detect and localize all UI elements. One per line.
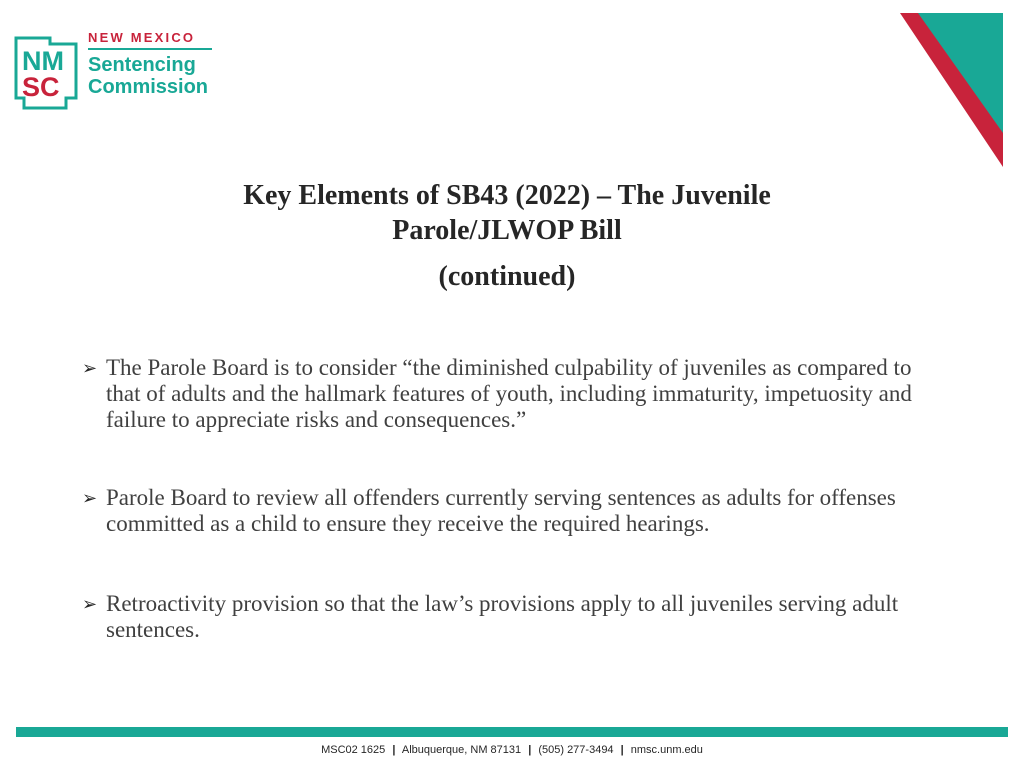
bullet-item [80, 485, 950, 537]
bullet-text: Retroactivity provision so that the law’s provisions apply to all juveniles serving adult sentences. [106, 591, 899, 642]
slide-title: Key Elements of SB43 (2022) – The Juvenile Parole/JLWOP Bill [243, 180, 771, 246]
logo-line-commission: Commission [88, 76, 209, 98]
arrowhead-bullet-icon: ➢ [82, 594, 98, 615]
footer-separator: | [528, 744, 532, 756]
nmsc-logo-mark [14, 34, 78, 112]
arrowhead-bullet-icon: ➢ [82, 358, 98, 379]
footer-phone: (505) 277-3494 [538, 744, 614, 756]
footer-separator: | [392, 744, 396, 756]
bullet-item [80, 591, 950, 643]
bullet-text: The Parole Board is to consider “the diminished culpability of juveniles as compared to that of adults and the hallmark features of youth, including immaturity, impetuosity and failure to appreciate risks and consequences.” [106, 355, 912, 432]
arrowhead-bullet-icon: ➢ [82, 488, 98, 509]
slide-subtitle: (continued) [438, 261, 576, 292]
corner-decoration [900, 13, 1003, 167]
footer-bar [16, 727, 1008, 737]
logo-line-sentencing: Sentencing [88, 54, 196, 76]
footer-contact [0, 744, 1024, 756]
footer-city: Albuquerque, NM 87131 [401, 744, 522, 756]
logo-mark-top: NM [22, 46, 64, 76]
nmsc-logo [14, 30, 234, 114]
footer-address: MSC02 1625 [321, 744, 386, 756]
footer-website-link[interactable]: nmsc.unm.edu [630, 744, 703, 756]
bullet-item [80, 355, 950, 433]
logo-line-new-mexico: NEW MEXICO [88, 30, 196, 45]
logo-mark-bottom: SC [22, 72, 60, 102]
logo-divider [88, 48, 212, 50]
logo-text [88, 30, 238, 98]
bullet-text: Parole Board to review all offenders currently serving sentences as adults for offenses committed as a child to ensure they receive the required hearings. [106, 485, 896, 536]
bullet-list [80, 355, 950, 643]
footer-separator: | [620, 744, 624, 756]
